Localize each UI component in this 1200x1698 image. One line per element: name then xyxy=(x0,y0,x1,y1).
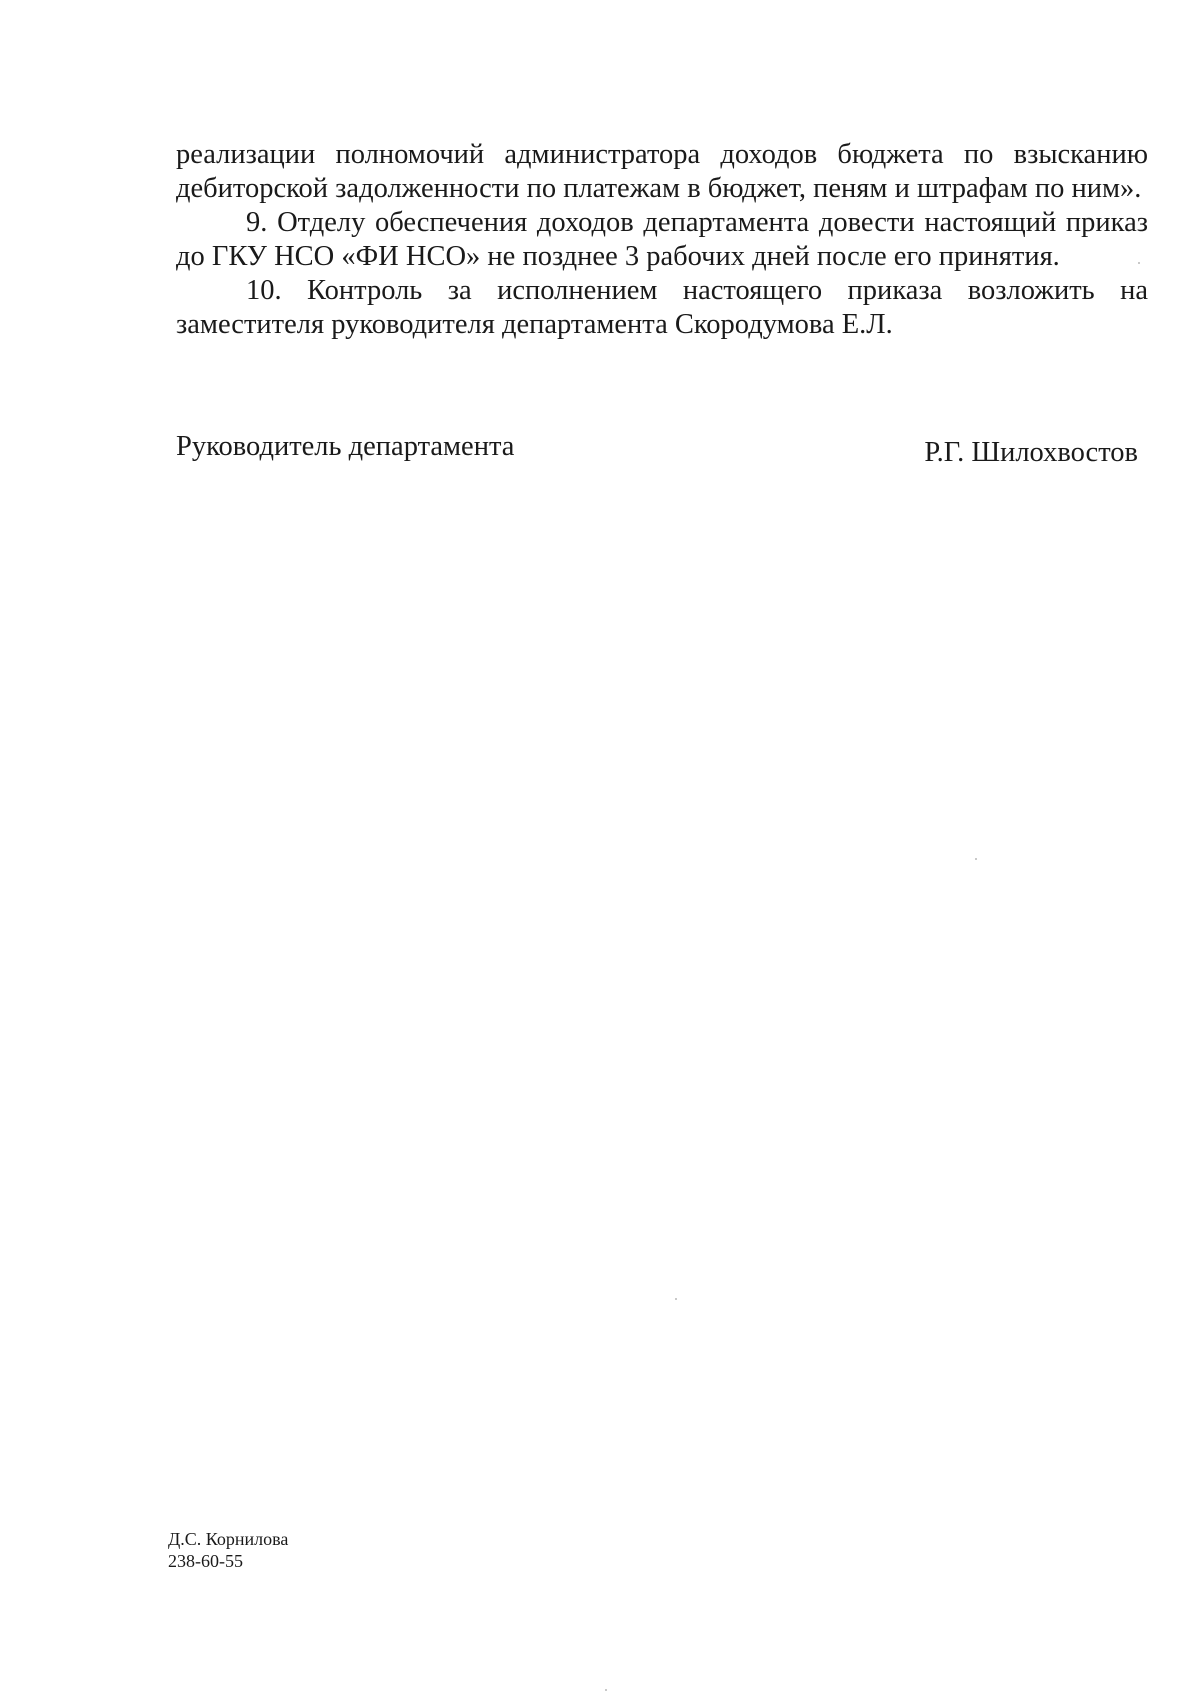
paragraph-item-9: 9. Отделу обеспечения доходов департамента довести настоящий приказ до ГКУ НСО «ФИ НСО» не позднее 3 рабочих дней после его принятия. xyxy=(176,207,1148,272)
executor-phone: 238-60-55 xyxy=(168,1551,243,1571)
scan-speck xyxy=(1138,262,1140,264)
paragraph-continuation: реализации полномочий администратора доходов бюджета по взысканию дебиторской задолженности по платежам в бюджет, пеням и штрафам по ним». xyxy=(176,139,1148,204)
signature-block xyxy=(176,430,1138,470)
executor-block xyxy=(168,1528,288,1572)
scan-speck xyxy=(675,1298,677,1300)
signatory-name: Р.Г. Шилохвостов xyxy=(924,437,1138,468)
document-body xyxy=(176,138,1148,342)
executor-name: Д.С. Корнилова xyxy=(168,1529,289,1549)
paragraph-item-10: 10. Контроль за исполнением настоящего приказа возложить на заместителя руководителя департамента Скородумова Е.Л. xyxy=(176,275,1148,340)
signatory-position: Руководитель департамента xyxy=(176,431,515,462)
scan-speck xyxy=(975,858,977,860)
scan-speck xyxy=(605,1689,607,1691)
